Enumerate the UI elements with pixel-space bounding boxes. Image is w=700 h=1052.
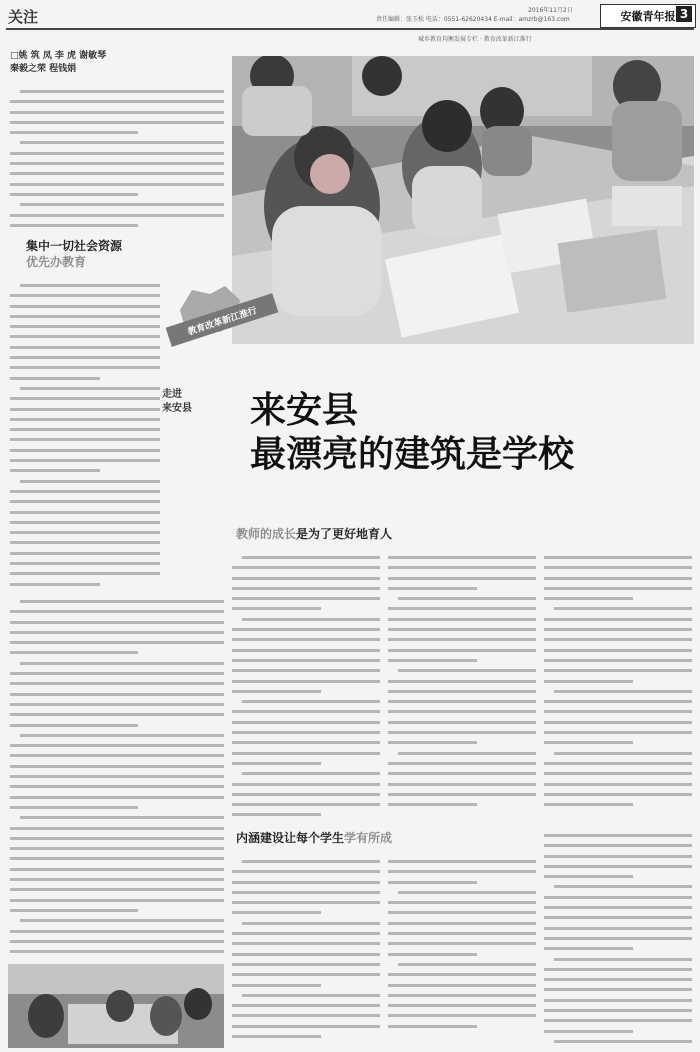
middle-heading-part1: 教师的成长 [236,527,297,541]
section-label: 关注 [8,8,39,26]
bottom-section-heading [236,830,392,846]
left-column-lower [10,596,224,960]
middle-column-c [544,552,692,822]
column-badge: 教育改革新江淮行 [166,293,279,347]
feature-kicker [162,388,202,416]
byline [10,50,225,76]
bottom-column-c [544,830,692,1048]
left-heading-line1: 集中一切社会资源 [26,239,123,253]
page-number: 3 [676,6,692,22]
byline-reporters-1: □姚 筑 凤 李 虎 谢敏琴 [10,51,107,61]
left-heading-line2: 优先办教育 [26,255,87,269]
bottom-column-a [232,856,380,1048]
main-headline [250,388,574,476]
editor-contact-line: 责任编辑：张玉松 电话：0551-62620434 E-mail：amzrb@163.com [376,16,570,23]
students-photo [8,964,224,1048]
left-column-upper [10,280,160,590]
classroom-photo [232,56,694,344]
column-tagline: 城乡教育均衡发展专栏 · 教育改革新江淮行 [418,36,532,43]
byline-reporters-2: 秦毅之荣 程钱娟 [10,64,77,74]
masthead-title: 安徽青年报 [620,10,676,23]
middle-column-a [232,552,380,822]
middle-section-heading [236,526,392,542]
kicker-line2: 来安县 [162,403,192,414]
students-photo-drawing [8,964,224,1048]
issue-date: 2016年11月2日 [528,7,573,14]
intro-paragraphs [10,86,224,230]
middle-heading-part2: 是为了更好地育人 [296,527,393,541]
middle-column-b [388,552,536,822]
bottom-column-b [388,856,536,1048]
bottom-heading-part1: 内涵建设让每个学生 [236,831,345,845]
kicker-line1: 走进 [162,389,182,400]
left-section-heading [26,238,122,270]
header-rule [6,28,694,30]
bottom-heading-part2: 学有所成 [344,831,393,845]
headline-line2: 最漂亮的建筑是学校 [250,433,575,475]
classroom-photo-drawing [232,56,694,344]
headline-line1: 来安县 [250,389,359,431]
